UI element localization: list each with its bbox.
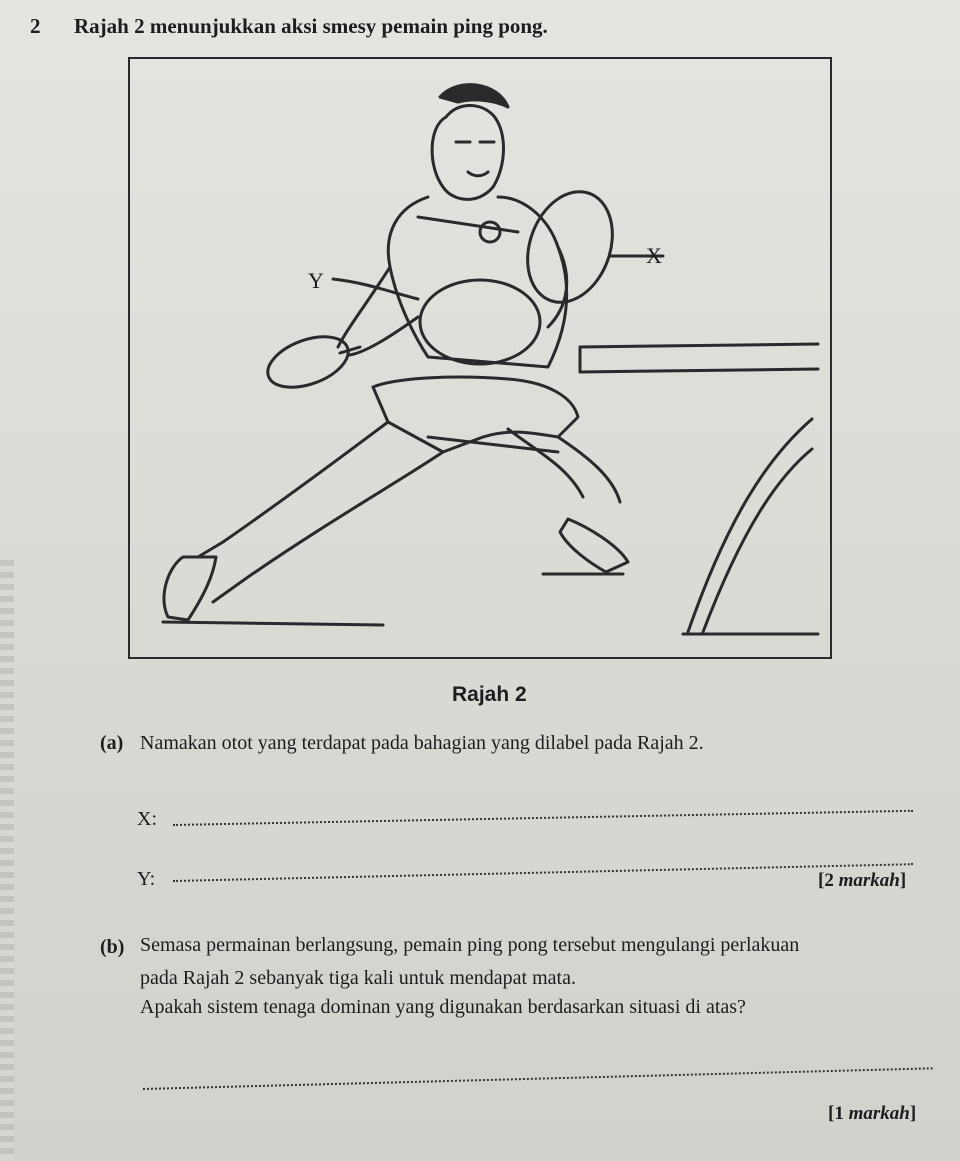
page-binding-edge [0, 560, 14, 1160]
answer-x-label: X: [137, 808, 157, 830]
part-b-line-3: Apakah sistem tenaga dominan yang digunakan berdasarkan situasi di atas? [140, 996, 746, 1018]
figure-label-x: X [646, 243, 662, 268]
part-b-line-2: pada Rajah 2 sebanyak tiga kali untuk mendapat mata. [140, 967, 576, 989]
part-b-marks: [1 markah] [828, 1103, 917, 1124]
answer-y-label: Y: [137, 868, 156, 890]
figure-label-y: Y [308, 268, 324, 293]
part-a-marks: [2 markah] [818, 870, 907, 891]
question-title: Rajah 2 menunjukkan aksi smesy pemain ping pong. [74, 14, 548, 38]
question-number: 2 [30, 14, 41, 38]
part-b-line-1: Semasa permainan berlangsung, pemain ping pong tersebut mengulangi perlakuan [140, 934, 800, 956]
part-a-question: Namakan otot yang terdapat pada bahagian yang dilabel pada Rajah 2. [140, 732, 704, 754]
part-b-letter: (b) [100, 936, 125, 958]
table-tennis-player-illustration [128, 57, 832, 659]
part-a-letter: (a) [100, 732, 124, 754]
figure-caption: Rajah 2 [452, 683, 527, 706]
